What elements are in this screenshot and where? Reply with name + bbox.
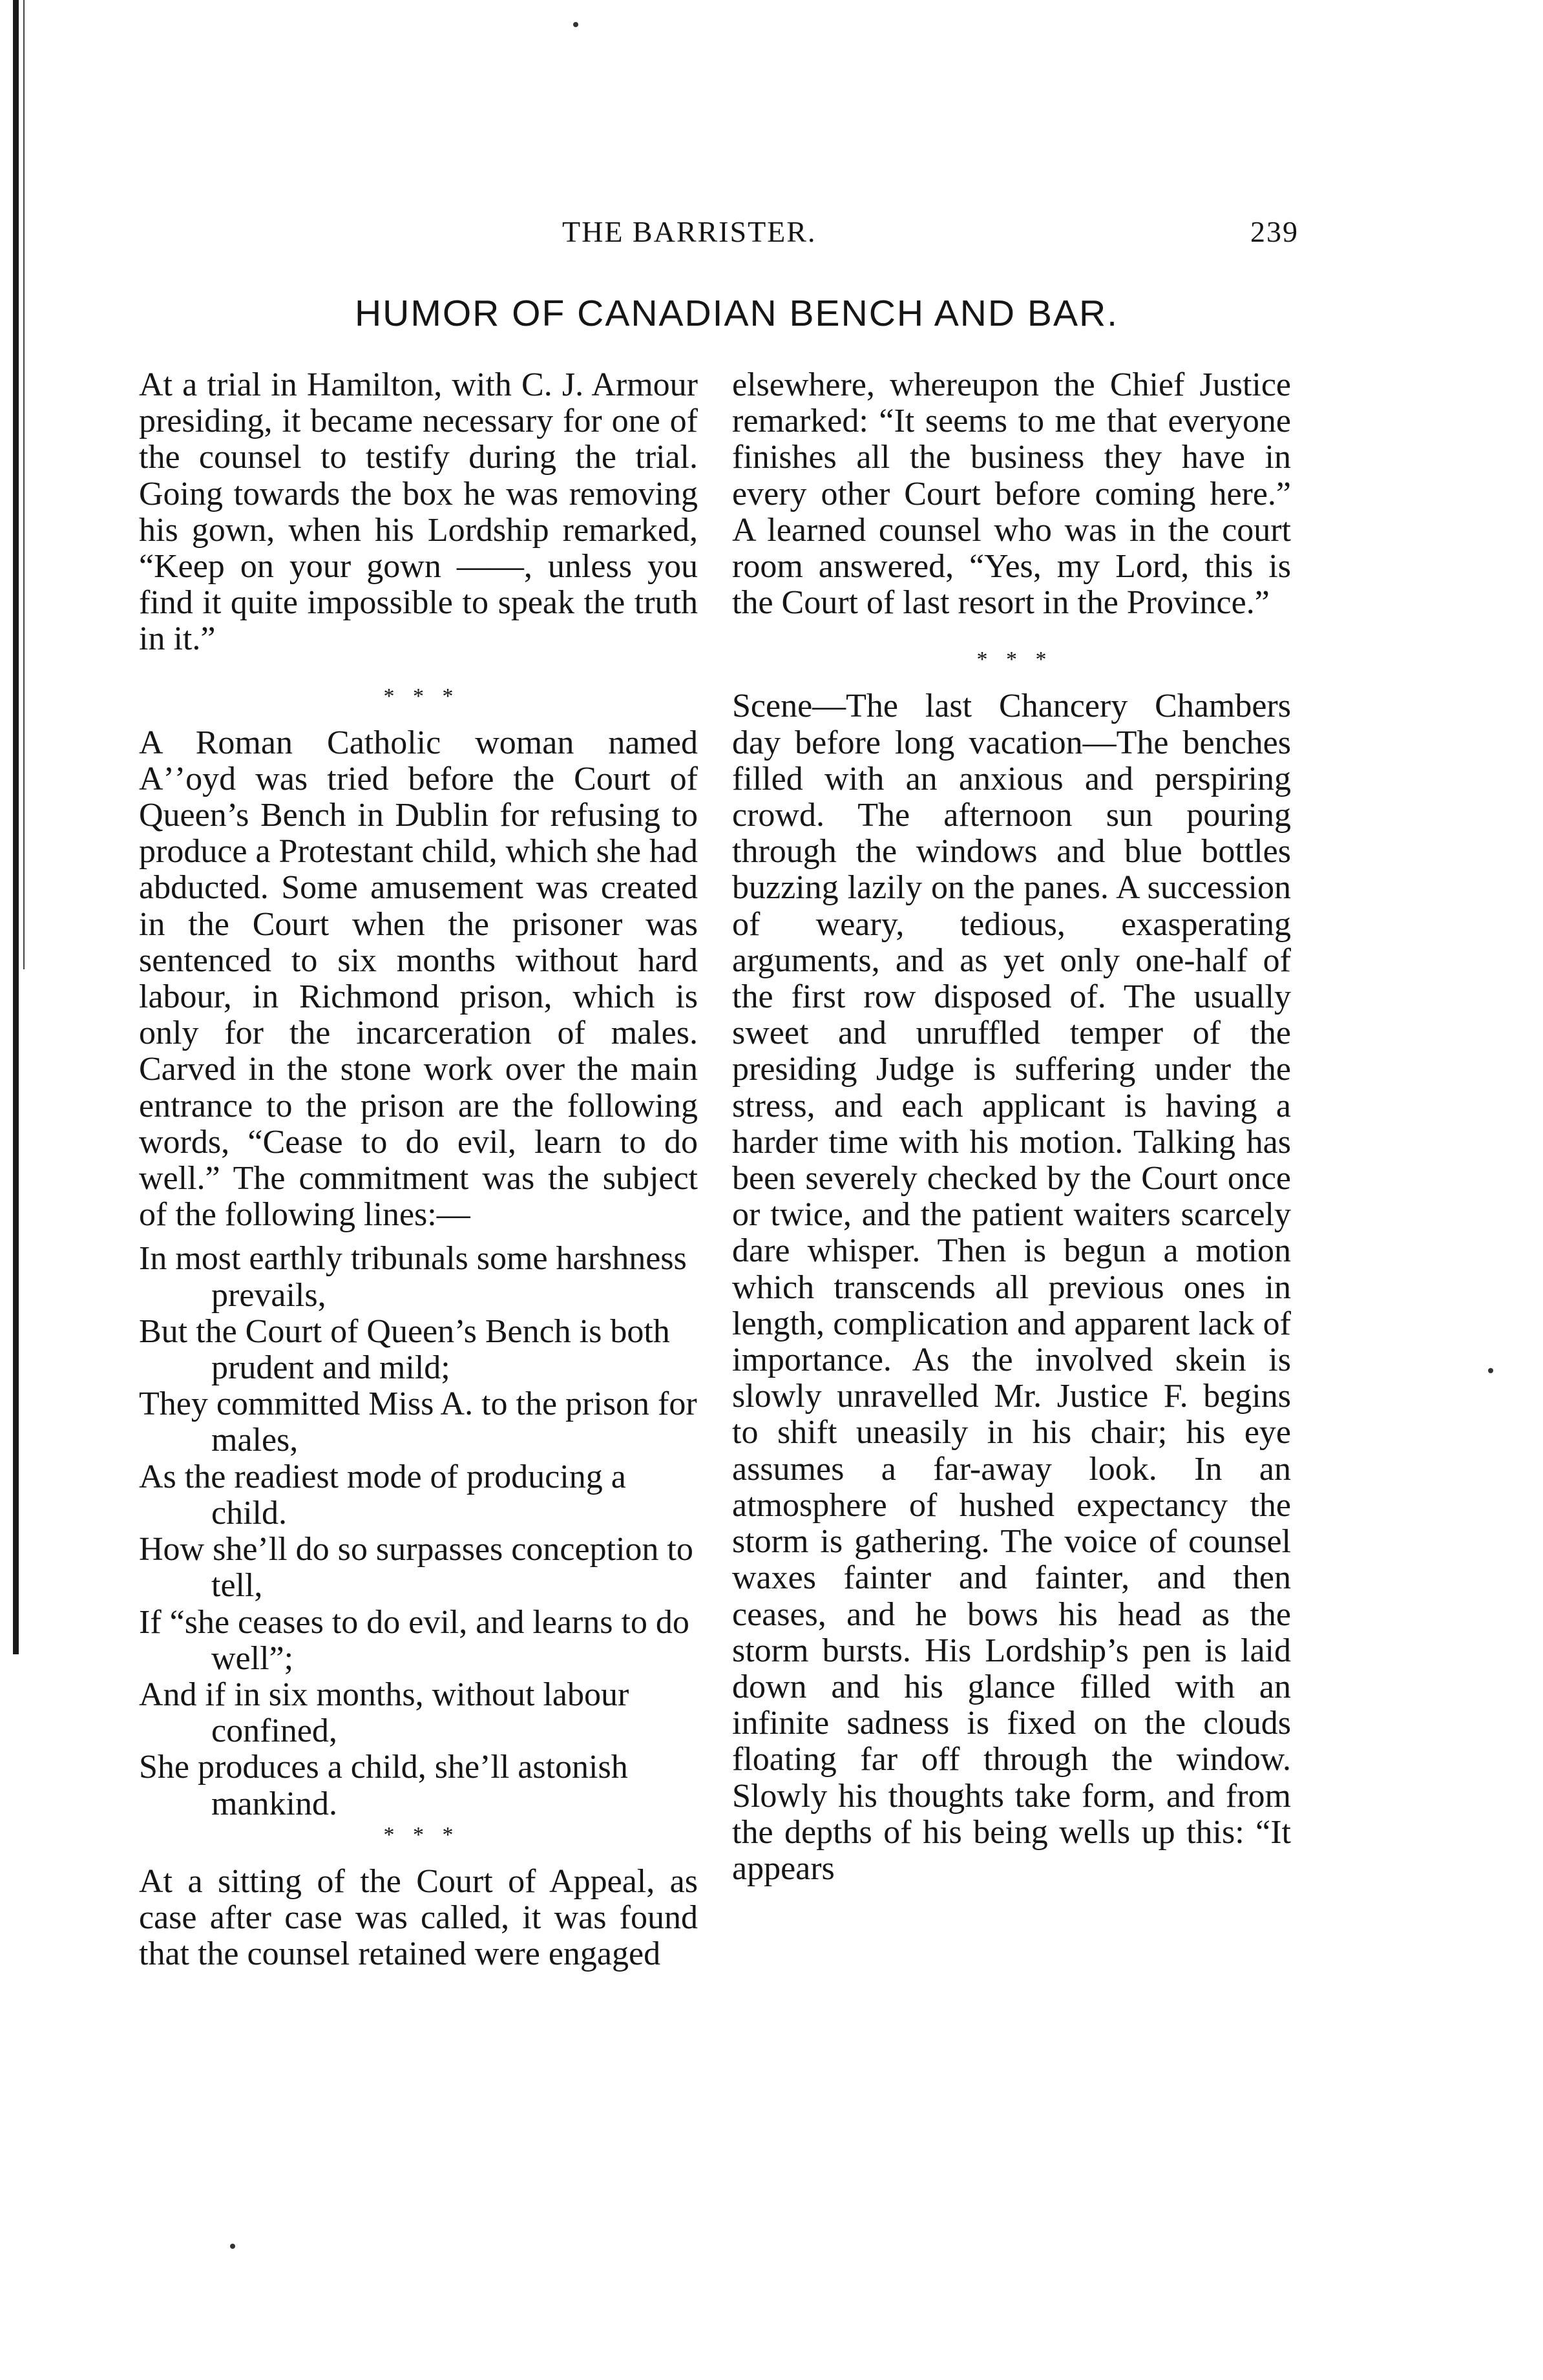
paragraph-hamilton-trial: At a trial in Hamilton, with C. J. Armour presiding, it became necessary for one of the counsel to testify during the trial. Going towards the box he was removing his gown, when his Lordship remarked, “Keep on your gown ——, unless you find it quite impossible to speak the truth in it.” bbox=[139, 366, 698, 658]
running-header bbox=[562, 215, 1299, 249]
poem-line: If “she ceases to do evil, and learns to do well”; bbox=[139, 1603, 689, 1677]
poem-line: She produces a child, she’ll astonish mankind. bbox=[139, 1749, 628, 1822]
section-separator: * * * bbox=[976, 648, 1047, 672]
binding-edge-line bbox=[23, 0, 25, 969]
poem bbox=[139, 1241, 698, 1822]
running-title: THE BARRISTER. bbox=[562, 215, 817, 248]
article-title: HUMOR OF CANADIAN BENCH AND BAR. bbox=[355, 293, 1118, 334]
section-separator: * * * bbox=[383, 684, 454, 708]
right-column bbox=[732, 367, 1291, 1887]
paragraph-court-of-appeal: At a sitting of the Court of Appeal, as case after case was called, it was found that the counsel retained were engaged bbox=[139, 1862, 698, 1973]
poem-line: How she’ll do so surpasses conception to tell, bbox=[139, 1531, 693, 1605]
poem-line: They committed Miss A. to the prison for males, bbox=[139, 1385, 697, 1459]
poem-line: In most earthly tribunals some harshness prevails, bbox=[139, 1240, 687, 1314]
binding-edge bbox=[13, 0, 19, 1654]
left-column bbox=[139, 367, 698, 1972]
paragraph-court-of-last-resort: elsewhere, whereupon the Chief Justice remarked: “It seems to me that everyone finishes all the business they have in every other Court before coming here.” A learned counsel who was in the court room answered, “Yes, my Lord, this is the Court of last resort in the Province.” bbox=[732, 366, 1291, 622]
poem-line: As the readiest mode of producing a child. bbox=[139, 1458, 626, 1532]
poem-line: And if in six months, without labour confined, bbox=[139, 1676, 629, 1750]
paragraph-chancery-chambers: Scene—The last Chancery Chambers day before long vacation—The benches filled with an anxious and perspiring crowd. The afternoon sun pouring through the windows and blue bottles buzzing lazily on the panes. A succession of weary, tedious, exasperating arguments, and as yet only one-half of the first row disposed of. The usually sweet and unruffled temper of the presiding Judge is suffering under the stress, and each applicant is having a harder time with his motion. Talking has been severely checked by the Court once or twice, and the patient waiters scarcely dare whisper. Then is begun a motion which transcends all previous ones in length, complication and apparent lack of importance. As the involved skein is slowly unravelled Mr. Justice F. begins to shift uneasily in his chair; his eye assumes a far-away look. In an atmosphere of hushed expectancy the storm is gathering. The voice of counsel waxes fainter and fainter, and then ceases, and he bows his head as the storm bursts. His Lordship’s pen is laid down and his glance filled with an infinite sadness is fixed on the clouds floating far off through the window. Slowly his thoughts take form, and from the depths of his being wells up this: “It appears bbox=[732, 688, 1291, 1887]
page-number: 239 bbox=[1250, 215, 1299, 248]
poem-line: But the Court of Queen’s Bench is both prudent and mild; bbox=[139, 1312, 670, 1387]
section-separator: * * * bbox=[383, 1822, 454, 1847]
speck bbox=[1488, 1368, 1493, 1373]
speck bbox=[230, 2244, 235, 2249]
speck bbox=[573, 22, 578, 27]
paragraph-roman-catholic-woman: A Roman Catholic woman named Aʼʼoyd was tried before the Court of Queen’s Bench in Dublin for refusing to produce a Protestant child, which she had abducted. Some amusement was created in the Court when the prisoner was sentenced to six months without hard labour, in Richmond prison, which is only for the incarceration of males. Carved in the stone work over the main entrance to the prison are the following words, “Cease to do evil, learn to do well.” The commitment was the subject of the following lines:— bbox=[139, 724, 698, 1234]
